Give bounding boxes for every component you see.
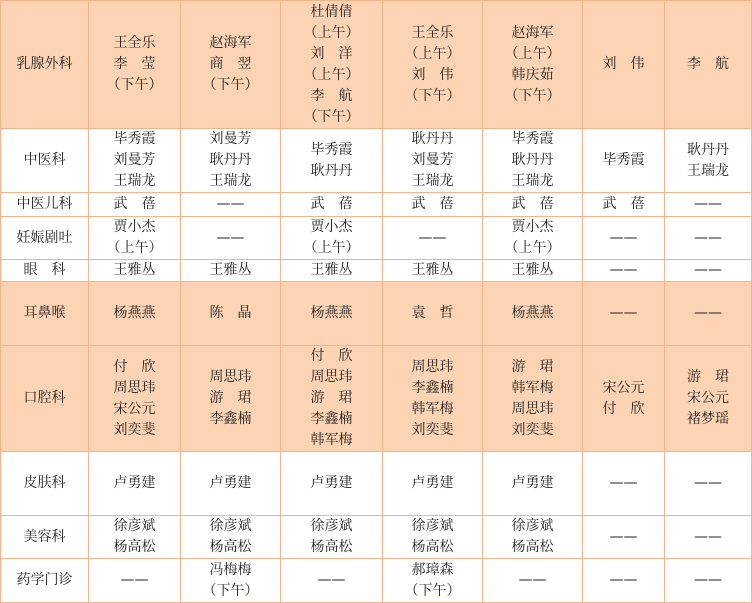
doctor-entry: —— <box>694 229 722 246</box>
doctor-entry: （上午） <box>303 24 360 41</box>
schedule-cell <box>281 516 383 559</box>
doctor-entry: 李 莹 <box>113 56 156 72</box>
doctor-entry: —— <box>317 572 346 588</box>
doctor-entry: 武 蓓 <box>511 196 554 212</box>
schedule-cell <box>181 516 281 559</box>
doctor-entry: 徐彦斌 <box>209 518 252 534</box>
schedule-cell <box>181 193 281 217</box>
doctor-entry: （上午） <box>504 240 561 256</box>
schedule-cell <box>181 346 281 452</box>
schedule-cell <box>383 452 483 516</box>
schedule-cell <box>383 193 483 217</box>
doctor-entry: —— <box>216 196 245 212</box>
doctor-entry: 卢勇建 <box>310 475 353 491</box>
doctor-entry: 游 珺 <box>310 390 353 406</box>
doctor-entry: 武 蓓 <box>113 196 156 212</box>
doctor-entry: 毕秀霞 <box>113 131 156 147</box>
schedule-row <box>1 346 752 452</box>
doctor-entry: 游 珺 <box>687 369 729 385</box>
schedule-cell <box>89 217 181 260</box>
doctor-entry: —— <box>609 528 638 545</box>
schedule-cell <box>665 559 752 603</box>
doctor-entry: 刘 伟 <box>602 56 645 72</box>
doctor-entry: 徐彦斌 <box>310 518 353 534</box>
doctor-entry: 贾小杰 <box>113 219 156 235</box>
doctor-entry: 杨燕燕 <box>310 305 353 321</box>
schedule-cell <box>181 129 281 193</box>
doctor-entry: 周思玮 <box>209 369 252 385</box>
doctor-entry: （下午） <box>404 582 461 599</box>
doctor-entry: 付 欣 <box>602 400 645 417</box>
doctor-entry: 刘曼芳 <box>113 152 156 168</box>
doctor-entry: 卢勇建 <box>113 475 156 491</box>
doctor-entry: 付 欣 <box>113 358 156 375</box>
schedule-cell <box>383 346 483 452</box>
doctor-entry: 武 蓓 <box>411 196 454 212</box>
schedule-cell <box>583 516 665 559</box>
schedule-cell <box>483 193 583 217</box>
schedule-cell <box>89 346 181 452</box>
department-name: 药学门诊 <box>1 559 89 603</box>
doctor-entry: 毕秀霞 <box>511 131 554 147</box>
doctor-entry: 刘奕斐 <box>511 421 554 438</box>
doctor-entry: 宋公元 <box>687 390 729 406</box>
schedule-cell <box>583 1 665 129</box>
doctor-entry: —— <box>609 262 638 278</box>
doctor-entry: 杨高松 <box>411 539 454 555</box>
doctor-entry: 韩军梅 <box>310 432 353 448</box>
doctor-entry: （上午） <box>106 240 163 256</box>
schedule-cell <box>89 193 181 217</box>
doctor-entry: 武 蓓 <box>602 196 645 212</box>
doctor-entry: 付 欣 <box>310 348 353 364</box>
doctor-entry: —— <box>694 305 722 321</box>
department-name: 口腔科 <box>1 346 89 452</box>
schedule-cell <box>665 217 752 260</box>
schedule-cell <box>383 559 483 603</box>
schedule-row <box>1 452 752 516</box>
schedule-cell <box>281 193 383 217</box>
doctor-entry: 毕秀霞 <box>602 152 645 168</box>
doctor-entry: 刘奕斐 <box>411 421 454 438</box>
schedule-cell <box>89 1 181 129</box>
doctor-entry: 李鑫楠 <box>411 379 454 396</box>
doctor-entry: 宋公元 <box>113 400 156 417</box>
department-name: 乳腺外科 <box>1 1 89 129</box>
schedule-row <box>1 559 752 603</box>
department-name: 中医科 <box>1 129 89 193</box>
doctor-entry: 游 珺 <box>209 390 252 406</box>
doctor-entry: 王雅丛 <box>310 262 353 278</box>
schedule-row <box>1 193 752 217</box>
doctor-entry: 徐彦斌 <box>113 518 156 534</box>
doctor-entry: 王全乐 <box>411 24 454 41</box>
schedule-cell <box>483 559 583 603</box>
doctor-entry: —— <box>609 572 638 588</box>
schedule-cell <box>665 1 752 129</box>
schedule-cell <box>583 260 665 282</box>
doctor-entry: —— <box>694 572 722 588</box>
doctor-entry: —— <box>694 528 722 545</box>
schedule-cell <box>181 260 281 282</box>
schedule-cell <box>89 129 181 193</box>
doctor-entry: 刘 洋 <box>310 45 353 62</box>
doctor-entry: 贾小杰 <box>310 219 353 235</box>
department-name: 皮肤科 <box>1 452 89 516</box>
doctor-entry: 杨高松 <box>113 539 156 555</box>
doctor-entry: 武 蓓 <box>310 196 353 212</box>
doctor-entry: 徐彦斌 <box>411 518 454 534</box>
schedule-cell <box>383 516 483 559</box>
schedule-cell <box>665 452 752 516</box>
schedule-cell <box>583 452 665 516</box>
doctor-entry: 徐彦斌 <box>511 518 554 534</box>
department-name: 耳鼻喉 <box>1 282 89 346</box>
doctor-entry: 王雅丛 <box>411 262 454 278</box>
doctor-entry: 袁 哲 <box>411 305 454 321</box>
schedule-cell <box>181 559 281 603</box>
doctor-entry: 李 航 <box>687 56 729 72</box>
doctor-entry: —— <box>609 229 638 246</box>
doctor-entry: 周思玮 <box>411 358 454 375</box>
schedule-cell <box>281 559 383 603</box>
schedule-cell <box>281 1 383 129</box>
schedule-cell <box>483 260 583 282</box>
doctor-entry: 耿丹丹 <box>209 152 252 168</box>
doctor-entry: 游 珺 <box>511 358 554 375</box>
doctor-entry: 耿丹丹 <box>310 162 353 179</box>
schedule-cell <box>665 193 752 217</box>
doctor-entry: 韩庆茹 <box>511 66 554 83</box>
doctor-entry: 卢勇建 <box>411 475 454 491</box>
doctor-entry: —— <box>694 475 722 491</box>
doctor-entry: （上午） <box>504 45 561 62</box>
schedule-cell <box>483 1 583 129</box>
doctor-entry: 王雅丛 <box>511 262 554 278</box>
schedule-row <box>1 260 752 282</box>
doctor-entry: 毕秀霞 <box>310 141 353 158</box>
department-name: 眼 科 <box>1 260 89 282</box>
schedule-cell <box>181 1 281 129</box>
schedule-cell <box>89 282 181 346</box>
schedule-cell <box>583 559 665 603</box>
doctor-entry: 刘奕斐 <box>113 421 156 438</box>
doctor-entry: 陈 晶 <box>209 305 252 321</box>
doctor-entry: 冯梅梅 <box>209 561 252 578</box>
doctor-entry: 李鑫楠 <box>310 411 353 427</box>
schedule-row <box>1 129 752 193</box>
schedule-cell <box>181 217 281 260</box>
doctor-entry: 周思玮 <box>310 369 353 385</box>
schedule-row <box>1 217 752 260</box>
doctor-entry: —— <box>518 572 547 588</box>
schedule-cell <box>281 129 383 193</box>
doctor-entry: 杜倩倩 <box>310 3 353 20</box>
schedule-cell <box>281 346 383 452</box>
schedule-cell <box>583 217 665 260</box>
schedule-cell <box>483 282 583 346</box>
doctor-entry: 卢勇建 <box>209 475 252 491</box>
department-name: 妊娠剧吐 <box>1 217 89 260</box>
doctor-entry: 周思玮 <box>511 400 554 417</box>
doctor-entry: （上午） <box>303 240 360 256</box>
doctor-entry: 李 航 <box>310 87 353 104</box>
schedule-cell <box>181 282 281 346</box>
department-name: 中医儿科 <box>1 193 89 217</box>
doctor-entry: 王全乐 <box>113 35 156 51</box>
schedule-cell <box>281 217 383 260</box>
doctor-entry: 刘曼芳 <box>411 152 454 168</box>
doctor-entry: 刘曼芳 <box>209 131 252 147</box>
doctor-entry: 韩军梅 <box>511 379 554 396</box>
schedule-row <box>1 282 752 346</box>
schedule-cell <box>483 129 583 193</box>
doctor-entry: —— <box>609 475 638 491</box>
doctor-entry: 杨高松 <box>511 539 554 555</box>
schedule-cell <box>89 516 181 559</box>
schedule-cell <box>583 346 665 452</box>
doctor-entry: 卢勇建 <box>511 475 554 491</box>
schedule-cell <box>483 516 583 559</box>
doctor-entry: 郝璋森 <box>411 561 454 578</box>
schedule-cell <box>383 129 483 193</box>
doctor-entry: —— <box>694 196 722 212</box>
schedule-cell <box>483 452 583 516</box>
doctor-entry: 商 翌 <box>209 56 252 72</box>
schedule-row <box>1 1 752 129</box>
doctor-entry: 王瑞龙 <box>209 173 252 189</box>
schedule-cell <box>383 260 483 282</box>
doctor-entry: —— <box>694 262 722 278</box>
doctor-entry: 耿丹丹 <box>511 152 554 168</box>
doctor-entry: （下午） <box>202 77 259 93</box>
doctor-entry: —— <box>216 229 245 246</box>
schedule-cell <box>281 282 383 346</box>
doctor-entry: 王瑞龙 <box>411 173 454 189</box>
doctor-entry: 刘 伟 <box>411 66 454 83</box>
doctor-entry: 王瑞龙 <box>511 173 554 189</box>
schedule-cell <box>583 193 665 217</box>
doctor-entry: 周思玮 <box>113 379 156 396</box>
doctor-entry: （下午） <box>202 582 259 599</box>
doctor-entry: 贾小杰 <box>511 219 554 235</box>
schedule-cell <box>281 452 383 516</box>
doctor-entry: （上午） <box>303 66 360 83</box>
doctor-entry: （下午） <box>504 87 561 104</box>
doctor-entry: 王瑞龙 <box>113 173 156 189</box>
schedule-cell <box>665 282 752 346</box>
doctor-entry: 杨燕燕 <box>511 305 554 321</box>
schedule-cell <box>583 282 665 346</box>
schedule-cell <box>665 260 752 282</box>
doctor-entry: 耿丹丹 <box>411 131 454 147</box>
schedule-row <box>1 516 752 559</box>
schedule-cell <box>181 452 281 516</box>
doctor-entry: 宋公元 <box>602 379 645 396</box>
schedule-cell <box>89 452 181 516</box>
schedule-cell <box>89 559 181 603</box>
doctor-entry: 赵海军 <box>511 24 554 41</box>
schedule-cell <box>665 346 752 452</box>
doctor-entry: 王雅丛 <box>209 262 252 278</box>
doctor-entry: （下午） <box>106 77 163 93</box>
doctor-entry: 王瑞龙 <box>687 162 729 179</box>
schedule-cell <box>281 260 383 282</box>
doctor-entry: 赵海军 <box>209 35 252 51</box>
doctor-entry: —— <box>418 229 447 246</box>
doctor-entry: —— <box>120 572 149 588</box>
schedule-cell <box>383 282 483 346</box>
schedule-cell <box>89 260 181 282</box>
doctor-entry: （下午） <box>404 87 461 104</box>
doctor-entry: 杨高松 <box>209 539 252 555</box>
schedule-cell <box>383 217 483 260</box>
schedule-cell <box>383 1 483 129</box>
department-name: 美容科 <box>1 516 89 559</box>
schedule-cell <box>665 129 752 193</box>
schedule-cell <box>665 516 752 559</box>
doctor-entry: —— <box>609 305 638 321</box>
schedule-cell <box>483 217 583 260</box>
schedule-cell <box>583 129 665 193</box>
doctor-entry: （上午） <box>404 45 461 62</box>
doctor-entry: 杨高松 <box>310 539 353 555</box>
doctor-entry: 韩军梅 <box>411 400 454 417</box>
doctor-entry: 王雅丛 <box>113 262 156 278</box>
doctor-entry: 杨燕燕 <box>113 305 156 321</box>
schedule-cell <box>483 346 583 452</box>
schedule-body <box>1 1 752 603</box>
doctor-entry: （下午） <box>303 108 360 125</box>
doctor-entry: 李鑫楠 <box>209 411 252 427</box>
doctor-entry: 褚梦瑶 <box>687 411 729 427</box>
doctor-entry: 耿丹丹 <box>687 141 729 158</box>
